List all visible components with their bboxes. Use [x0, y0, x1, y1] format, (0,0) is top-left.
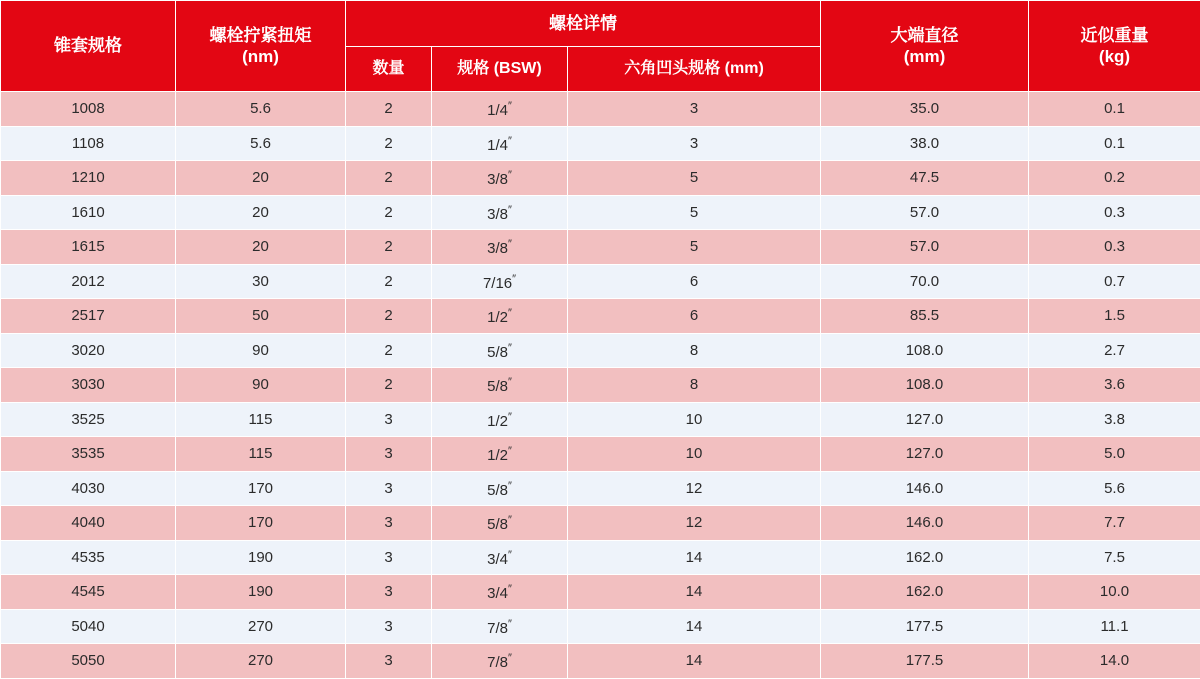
- inch-mark: ″: [508, 238, 512, 250]
- cell-big-end-diameter: 57.0: [821, 195, 1029, 230]
- inch-mark: ″: [508, 100, 512, 112]
- cell-approx-weight: 11.1: [1029, 609, 1200, 644]
- cell-bolt-spec-bsw-value: 1/4: [487, 102, 508, 119]
- cell-taper-spec: 4040: [1, 506, 176, 541]
- inch-mark: ″: [508, 376, 512, 388]
- cell-bolt-quantity: 3: [346, 540, 432, 575]
- cell-hex-socket-size: 12: [568, 506, 821, 541]
- cell-taper-spec: 2517: [1, 299, 176, 334]
- cell-hex-socket-size: 12: [568, 471, 821, 506]
- inch-mark: ″: [508, 135, 512, 147]
- cell-big-end-diameter: 162.0: [821, 540, 1029, 575]
- table-header-row-1: [1, 1, 1200, 47]
- cell-bolt-torque: 30: [176, 264, 346, 299]
- cell-hex-socket-size: 6: [568, 299, 821, 334]
- cell-bolt-spec-bsw-value: 7/16: [483, 275, 512, 292]
- cell-approx-weight: 0.2: [1029, 161, 1200, 196]
- cell-taper-spec: 3030: [1, 368, 176, 403]
- cell-taper-spec: 4535: [1, 540, 176, 575]
- header-big-end-diameter-line2: (mm): [821, 46, 1028, 67]
- inch-mark: ″: [508, 618, 512, 630]
- cell-bolt-spec-bsw-value: 3/4: [487, 585, 508, 602]
- cell-bolt-quantity: 2: [346, 92, 432, 127]
- cell-bolt-torque: 90: [176, 333, 346, 368]
- cell-approx-weight: 7.7: [1029, 506, 1200, 541]
- cell-approx-weight: 3.8: [1029, 402, 1200, 437]
- cell-bolt-spec-bsw-value: 3/8: [487, 206, 508, 223]
- cell-bolt-spec-bsw: [432, 575, 568, 610]
- cell-bolt-quantity: 2: [346, 368, 432, 403]
- cell-taper-spec: 3535: [1, 437, 176, 472]
- header-approx-weight-line1: 近似重量: [1029, 25, 1200, 46]
- cell-hex-socket-size: 8: [568, 333, 821, 368]
- cell-big-end-diameter: 108.0: [821, 368, 1029, 403]
- cell-bolt-quantity: 2: [346, 126, 432, 161]
- cell-bolt-torque: 270: [176, 609, 346, 644]
- cell-bolt-quantity: 3: [346, 402, 432, 437]
- header-bolt-detail-group: 螺栓详情: [346, 1, 821, 47]
- cell-bolt-torque: 115: [176, 437, 346, 472]
- cell-bolt-spec-bsw: [432, 230, 568, 265]
- table-body: [1, 92, 1200, 679]
- cell-big-end-diameter: 177.5: [821, 644, 1029, 679]
- cell-big-end-diameter: 127.0: [821, 437, 1029, 472]
- cell-big-end-diameter: 70.0: [821, 264, 1029, 299]
- cell-approx-weight: 5.6: [1029, 471, 1200, 506]
- table-row: [1, 161, 1200, 196]
- cell-bolt-quantity: 3: [346, 575, 432, 610]
- inch-mark: ″: [508, 514, 512, 526]
- cell-taper-spec: 4030: [1, 471, 176, 506]
- header-hex-socket-size: 六角凹头规格 (mm): [568, 46, 821, 92]
- cell-taper-spec: 1108: [1, 126, 176, 161]
- cell-hex-socket-size: 14: [568, 575, 821, 610]
- cell-bolt-torque: 170: [176, 471, 346, 506]
- cell-hex-socket-size: 5: [568, 230, 821, 265]
- table-row: [1, 437, 1200, 472]
- header-bolt-spec-bsw: 规格 (BSW): [432, 46, 568, 92]
- header-taper-spec: 锥套规格: [1, 1, 176, 92]
- header-bolt-quantity: 数量: [346, 46, 432, 92]
- cell-bolt-quantity: 2: [346, 230, 432, 265]
- cell-approx-weight: 14.0: [1029, 644, 1200, 679]
- cell-bolt-spec-bsw: [432, 161, 568, 196]
- cell-taper-spec: 5050: [1, 644, 176, 679]
- table-row: [1, 609, 1200, 644]
- cell-bolt-torque: 50: [176, 299, 346, 334]
- cell-bolt-spec-bsw-value: 5/8: [487, 482, 508, 499]
- cell-hex-socket-size: 6: [568, 264, 821, 299]
- cell-big-end-diameter: 162.0: [821, 575, 1029, 610]
- cell-bolt-spec-bsw-value: 5/8: [487, 378, 508, 395]
- table-row: [1, 402, 1200, 437]
- cell-big-end-diameter: 177.5: [821, 609, 1029, 644]
- cell-bolt-quantity: 2: [346, 161, 432, 196]
- cell-big-end-diameter: 146.0: [821, 471, 1029, 506]
- table-row: [1, 299, 1200, 334]
- table-row: [1, 333, 1200, 368]
- inch-mark: ″: [512, 273, 516, 285]
- cell-approx-weight: 0.3: [1029, 230, 1200, 265]
- cell-bolt-quantity: 3: [346, 609, 432, 644]
- cell-approx-weight: 2.7: [1029, 333, 1200, 368]
- inch-mark: ″: [508, 445, 512, 457]
- cell-big-end-diameter: 35.0: [821, 92, 1029, 127]
- cell-hex-socket-size: 14: [568, 540, 821, 575]
- cell-hex-socket-size: 10: [568, 437, 821, 472]
- cell-big-end-diameter: 38.0: [821, 126, 1029, 161]
- cell-taper-spec: 1615: [1, 230, 176, 265]
- cell-approx-weight: 5.0: [1029, 437, 1200, 472]
- cell-bolt-spec-bsw: [432, 126, 568, 161]
- cell-hex-socket-size: 5: [568, 195, 821, 230]
- cell-approx-weight: 0.7: [1029, 264, 1200, 299]
- cell-taper-spec: 5040: [1, 609, 176, 644]
- cell-bolt-spec-bsw-value: 3/8: [487, 240, 508, 257]
- header-approx-weight-line2: (kg): [1029, 46, 1200, 67]
- inch-mark: ″: [508, 204, 512, 216]
- cell-approx-weight: 0.1: [1029, 92, 1200, 127]
- cell-bolt-quantity: 2: [346, 299, 432, 334]
- cell-bolt-quantity: 2: [346, 264, 432, 299]
- cell-big-end-diameter: 127.0: [821, 402, 1029, 437]
- cell-bolt-torque: 5.6: [176, 92, 346, 127]
- cell-taper-spec: 1210: [1, 161, 176, 196]
- cell-bolt-spec-bsw-value: 1/4: [487, 137, 508, 154]
- table-row: [1, 126, 1200, 161]
- cell-big-end-diameter: 47.5: [821, 161, 1029, 196]
- inch-mark: ″: [508, 342, 512, 354]
- cell-bolt-spec-bsw-value: 1/2: [487, 309, 508, 326]
- cell-bolt-torque: 5.6: [176, 126, 346, 161]
- cell-big-end-diameter: 146.0: [821, 506, 1029, 541]
- cell-bolt-spec-bsw: [432, 264, 568, 299]
- cell-bolt-torque: 115: [176, 402, 346, 437]
- cell-bolt-spec-bsw: [432, 402, 568, 437]
- header-big-end-diameter: [821, 1, 1029, 92]
- cell-taper-spec: 1610: [1, 195, 176, 230]
- cell-bolt-spec-bsw: [432, 506, 568, 541]
- cell-big-end-diameter: 57.0: [821, 230, 1029, 265]
- cell-bolt-spec-bsw-value: 3/8: [487, 171, 508, 188]
- cell-approx-weight: 1.5: [1029, 299, 1200, 334]
- table-row: [1, 195, 1200, 230]
- cell-big-end-diameter: 85.5: [821, 299, 1029, 334]
- cell-bolt-quantity: 2: [346, 195, 432, 230]
- cell-taper-spec: 3525: [1, 402, 176, 437]
- cell-hex-socket-size: 10: [568, 402, 821, 437]
- cell-bolt-spec-bsw-value: 1/2: [487, 447, 508, 464]
- cell-taper-spec: 4545: [1, 575, 176, 610]
- header-bolt-torque: [176, 1, 346, 92]
- cell-bolt-spec-bsw-value: 5/8: [487, 516, 508, 533]
- cell-bolt-spec-bsw: [432, 644, 568, 679]
- cell-bolt-torque: 20: [176, 195, 346, 230]
- table-row: [1, 264, 1200, 299]
- cell-approx-weight: 7.5: [1029, 540, 1200, 575]
- cell-bolt-spec-bsw: [432, 609, 568, 644]
- cell-hex-socket-size: 3: [568, 126, 821, 161]
- inch-mark: ″: [508, 480, 512, 492]
- cell-bolt-quantity: 3: [346, 471, 432, 506]
- cell-bolt-spec-bsw: [432, 368, 568, 403]
- cell-bolt-spec-bsw-value: 7/8: [487, 654, 508, 671]
- cell-bolt-torque: 20: [176, 230, 346, 265]
- inch-mark: ″: [508, 411, 512, 423]
- cell-big-end-diameter: 108.0: [821, 333, 1029, 368]
- cell-bolt-spec-bsw: [432, 471, 568, 506]
- table-row: [1, 230, 1200, 265]
- cell-hex-socket-size: 14: [568, 644, 821, 679]
- table-row: [1, 92, 1200, 127]
- table-header: [1, 1, 1200, 92]
- cell-bolt-spec-bsw: [432, 333, 568, 368]
- inch-mark: ″: [508, 549, 512, 561]
- inch-mark: ″: [508, 169, 512, 181]
- cell-bolt-spec-bsw: [432, 299, 568, 334]
- cell-taper-spec: 3020: [1, 333, 176, 368]
- cell-approx-weight: 0.1: [1029, 126, 1200, 161]
- cell-approx-weight: 10.0: [1029, 575, 1200, 610]
- cell-bolt-spec-bsw-value: 5/8: [487, 344, 508, 361]
- cell-bolt-spec-bsw: [432, 437, 568, 472]
- cell-bolt-spec-bsw-value: 7/8: [487, 620, 508, 637]
- table-row: [1, 506, 1200, 541]
- cell-hex-socket-size: 14: [568, 609, 821, 644]
- cell-bolt-torque: 190: [176, 575, 346, 610]
- cell-bolt-torque: 20: [176, 161, 346, 196]
- header-big-end-diameter-line1: 大端直径: [821, 25, 1028, 46]
- cell-bolt-quantity: 3: [346, 644, 432, 679]
- cell-approx-weight: 3.6: [1029, 368, 1200, 403]
- cell-hex-socket-size: 8: [568, 368, 821, 403]
- cell-bolt-quantity: 3: [346, 506, 432, 541]
- cell-bolt-spec-bsw: [432, 92, 568, 127]
- header-bolt-torque-line2: (nm): [176, 46, 345, 67]
- header-approx-weight: [1029, 1, 1200, 92]
- cell-bolt-quantity: 3: [346, 437, 432, 472]
- table-row: [1, 644, 1200, 679]
- cell-bolt-torque: 190: [176, 540, 346, 575]
- cell-bolt-torque: 270: [176, 644, 346, 679]
- cell-hex-socket-size: 5: [568, 161, 821, 196]
- cell-bolt-spec-bsw-value: 3/4: [487, 551, 508, 568]
- cell-bolt-spec-bsw: [432, 540, 568, 575]
- inch-mark: ″: [508, 652, 512, 664]
- cell-bolt-torque: 90: [176, 368, 346, 403]
- header-bolt-torque-line1: 螺栓拧紧扭矩: [176, 25, 345, 46]
- table-row: [1, 368, 1200, 403]
- cell-taper-spec: 1008: [1, 92, 176, 127]
- cell-bolt-quantity: 2: [346, 333, 432, 368]
- inch-mark: ″: [508, 307, 512, 319]
- cell-taper-spec: 2012: [1, 264, 176, 299]
- cell-bolt-spec-bsw-value: 1/2: [487, 413, 508, 430]
- table-row: [1, 575, 1200, 610]
- table-row: [1, 471, 1200, 506]
- cell-bolt-spec-bsw: [432, 195, 568, 230]
- inch-mark: ″: [508, 583, 512, 595]
- cell-approx-weight: 0.3: [1029, 195, 1200, 230]
- cell-bolt-torque: 170: [176, 506, 346, 541]
- cell-hex-socket-size: 3: [568, 92, 821, 127]
- table-row: [1, 540, 1200, 575]
